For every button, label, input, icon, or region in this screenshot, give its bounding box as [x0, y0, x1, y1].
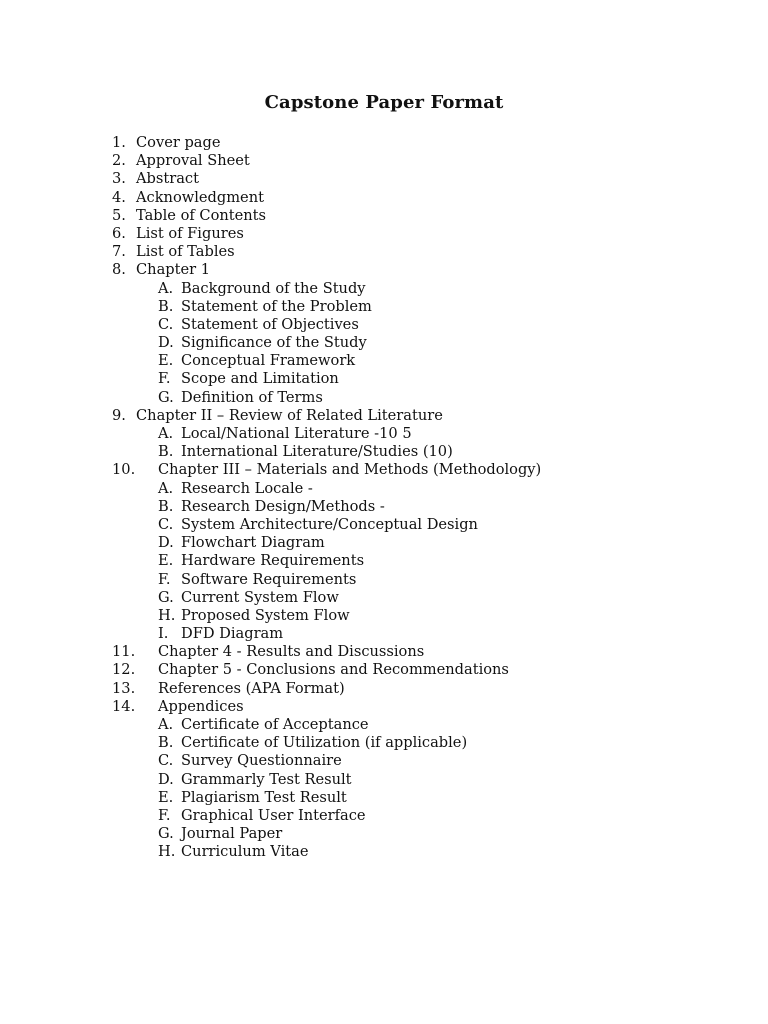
outline-subitem-letter: D.	[158, 334, 174, 352]
outline-subitem-letter: F.	[158, 806, 171, 824]
outline-subitem-letter: C.	[158, 315, 174, 333]
document-title: Capstone Paper Format	[264, 92, 504, 113]
outline-subitem	[0, 298, 768, 316]
outline-subitem	[0, 389, 768, 407]
outline-subitem	[0, 534, 768, 552]
outline-subitem	[0, 625, 768, 643]
outline-item	[0, 461, 768, 479]
outline-subitem-text: Survey Questionnaire	[181, 752, 342, 770]
outline-item-number: 4.	[112, 188, 126, 206]
outline-subitem	[0, 498, 768, 516]
outline-item	[0, 170, 768, 188]
outline-item	[0, 207, 768, 225]
outline-subitem-letter: B.	[158, 297, 174, 315]
outline-item-label: Approval Sheet	[136, 152, 250, 170]
outline-subitem-letter: A.	[158, 425, 174, 442]
outline-item	[0, 698, 768, 716]
outline-item-label: List of Figures	[136, 224, 244, 242]
outline-subitem-letter: E.	[158, 552, 174, 570]
outline-subitem-letter: C.	[158, 752, 174, 770]
outline-subitem-text: DFD Diagram	[181, 625, 284, 643]
outline-subitem	[0, 480, 768, 498]
outline-subitem-text: System Architecture/Conceptual Design	[181, 515, 478, 533]
outline-item	[0, 225, 768, 243]
outline-subitem-text: Certificate of Acceptance	[181, 716, 369, 733]
outline-subitem	[0, 316, 768, 334]
outline-list	[0, 134, 768, 862]
outline-subitem	[0, 280, 768, 298]
outline-subitem-text: Statement of the Problem	[181, 297, 372, 315]
outline-subitem-letter: E.	[158, 352, 174, 370]
outline-subitem-text: Proposed System Flow	[181, 606, 350, 624]
outline-subitem-letter: I.	[158, 625, 169, 643]
outline-item-label: Chapter 4 - Results and Discussions	[158, 643, 425, 661]
outline-subitem-letter: H.	[158, 606, 176, 624]
outline-item-number: 12.	[112, 661, 136, 679]
outline-subitem	[0, 825, 768, 843]
outline-subitem	[0, 516, 768, 534]
outline-subitem	[0, 716, 768, 734]
outline-subitem	[0, 589, 768, 607]
outline-subitem-text: Grammarly Test Result	[181, 770, 352, 788]
outline-subitem-text: Software Requirements	[181, 570, 357, 588]
outline-subitem-text: Scope and Limitation	[181, 370, 339, 388]
outline-subitem	[0, 370, 768, 388]
outline-item-number: 8.	[112, 261, 126, 279]
outline-subitem-text: International Literature/Studies (10)	[181, 443, 453, 461]
outline-item-number: 5.	[112, 206, 126, 224]
outline-subitem-text: Journal Paper	[181, 825, 283, 843]
outline-subitem	[0, 552, 768, 570]
outline-subitem-text: Curriculum Vitae	[181, 843, 309, 861]
outline-subitem-text: Research Design/Methods -	[181, 497, 385, 515]
outline-item-label: Chapter II – Review of Related Literature	[136, 406, 443, 424]
outline-item-label: List of Tables	[136, 243, 235, 261]
outline-item-label: Chapter 5 - Conclusions and Recommendations	[158, 661, 509, 679]
outline-item	[0, 407, 768, 425]
outline-subitem-text: Hardware Requirements	[181, 552, 365, 570]
outline-item-label: Table of Contents	[136, 206, 267, 224]
outline-item-label: Chapter 1	[136, 261, 211, 279]
outline-item-number: 9.	[112, 406, 126, 424]
outline-subitem-letter: A.	[158, 279, 174, 297]
outline-subitem	[0, 607, 768, 625]
outline-subitem-text: Certificate of Utilization (if applicable)	[181, 734, 468, 752]
outline-item-number: 7.	[112, 243, 126, 261]
outline-subitem-letter: A.	[158, 716, 174, 733]
outline-item	[0, 243, 768, 261]
outline-subitem-letter: B.	[158, 443, 174, 461]
outline-subitem	[0, 752, 768, 770]
outline-item-label: Acknowledgment	[136, 188, 264, 206]
outline-subitem-letter: H.	[158, 843, 176, 861]
outline-subitem-text: Plagiarism Test Result	[181, 788, 347, 806]
outline-item	[0, 680, 768, 698]
outline-item-label: Appendices	[158, 697, 244, 715]
outline-subitem-text: Background of the Study	[181, 279, 366, 297]
outline-subitem-letter: B.	[158, 497, 174, 515]
outline-subitem-text: Local/National Literature -10 5	[181, 425, 412, 442]
outline-subitem-letter: F.	[158, 370, 171, 388]
outline-item-number: 3.	[112, 170, 126, 188]
outline-subitem-text: Definition of Terms	[181, 388, 323, 406]
outline-subitem-text: Statement of Objectives	[181, 315, 359, 333]
outline-subitem	[0, 789, 768, 807]
outline-subitem-letter: E.	[158, 788, 174, 806]
outline-subitem-text: Graphical User Interface	[181, 806, 366, 824]
outline-subitem-text: Conceptual Framework	[181, 352, 356, 370]
outline-item-label: Cover page	[136, 134, 221, 151]
outline-subitem-letter: A.	[158, 479, 174, 497]
outline-subitem	[0, 807, 768, 825]
outline-item	[0, 189, 768, 207]
outline-subitem	[0, 571, 768, 589]
outline-item-number: 2.	[112, 152, 126, 170]
outline-subitem-text: Flowchart Diagram	[181, 534, 325, 552]
outline-item	[0, 261, 768, 279]
outline-subitem-letter: G.	[158, 588, 174, 606]
outline-item-number: 13.	[112, 679, 136, 697]
outline-subitem	[0, 771, 768, 789]
outline-subitem	[0, 734, 768, 752]
outline-subitem	[0, 443, 768, 461]
outline-item-label: Abstract	[136, 170, 199, 188]
outline-subitem	[0, 843, 768, 861]
outline-subitem-letter: G.	[158, 388, 174, 406]
outline-subitem	[0, 425, 768, 443]
outline-item-label: Chapter III – Materials and Methods (Methodology)	[158, 461, 542, 479]
outline-item	[0, 134, 768, 152]
outline-item-number: 1.	[112, 134, 126, 151]
outline-subitem-letter: G.	[158, 825, 174, 843]
outline-item	[0, 661, 768, 679]
outline-item-number: 14.	[112, 697, 136, 715]
outline-subitem-text: Current System Flow	[181, 588, 339, 606]
outline-item	[0, 643, 768, 661]
outline-item-number: 10.	[112, 461, 136, 479]
outline-subitem	[0, 334, 768, 352]
outline-item-number: 11.	[112, 643, 136, 661]
outline-subitem-letter: D.	[158, 770, 174, 788]
outline-subitem-letter: C.	[158, 515, 174, 533]
outline-subitem-letter: B.	[158, 734, 174, 752]
outline-item-number: 6.	[112, 224, 126, 242]
outline-subitem	[0, 352, 768, 370]
outline-subitem-letter: F.	[158, 570, 171, 588]
outline-subitem-text: Research Locale -	[181, 479, 313, 497]
outline-item	[0, 152, 768, 170]
outline-subitem-letter: D.	[158, 534, 174, 552]
outline-subitem-text: Significance of the Study	[181, 334, 367, 352]
outline-item-label: References (APA Format)	[158, 679, 345, 697]
